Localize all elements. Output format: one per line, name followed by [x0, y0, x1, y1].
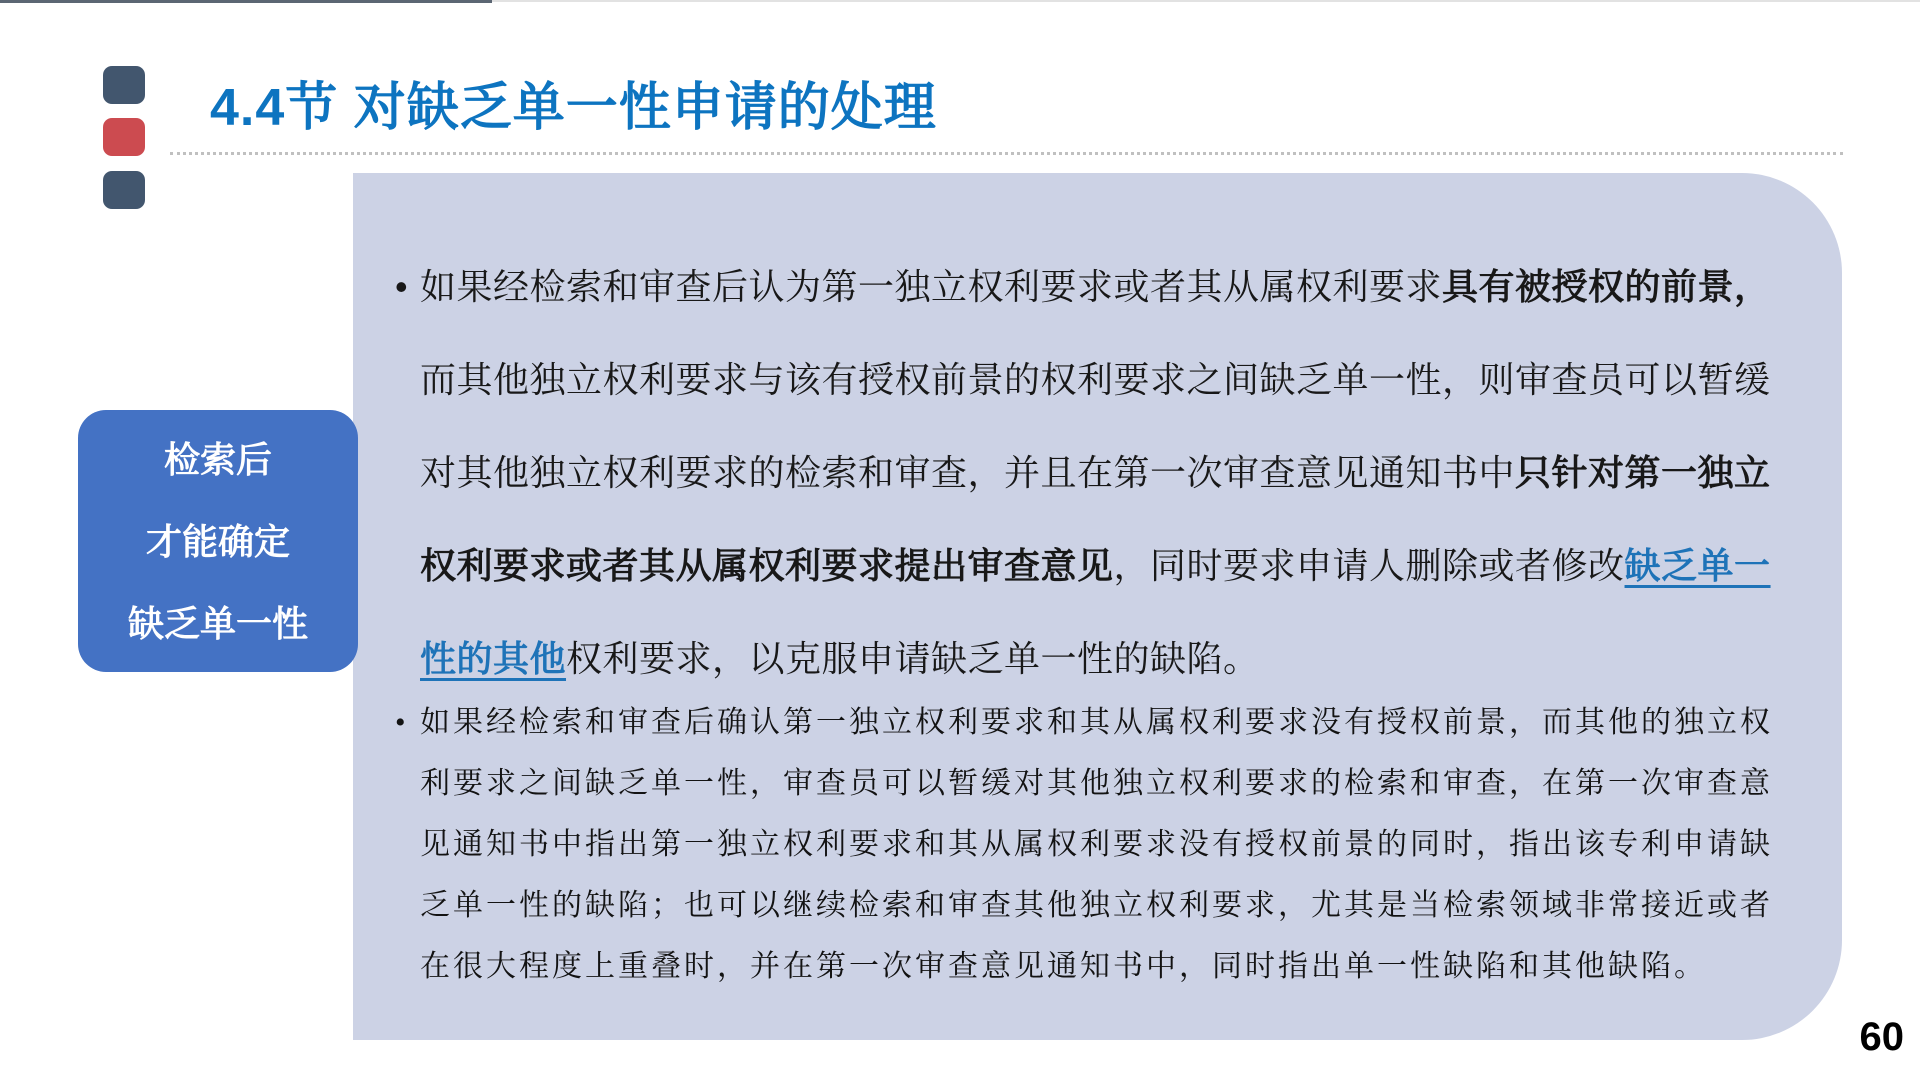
text-line — [395, 519, 1815, 612]
text-line — [395, 333, 1815, 426]
bullet-paragraph-2 — [395, 692, 1815, 997]
text-line — [395, 936, 1815, 997]
body-text: 权利要求，以克服申请缺乏单一性的缺陷。 — [566, 638, 1260, 679]
top-hairline-light — [492, 0, 1920, 2]
highlighted-blue-text: 缺乏单一 — [1624, 545, 1771, 586]
accent-square-bottom — [103, 171, 145, 209]
bullet-glyph: • — [395, 266, 409, 307]
body-text: 而其他独立权利要求与该有授权前景的权利要求之间缺乏单一性，则审查员可以暂缓 — [420, 359, 1771, 400]
page-number: 60 — [1859, 1015, 1904, 1059]
body-text: 利要求之间缺乏单一性，审查员可以暂缓对其他独立权利要求的检索和审查，在第一次审查意 — [420, 767, 1773, 800]
bullet-paragraph-1 — [395, 240, 1815, 705]
side-label-box — [78, 410, 358, 672]
accent-square-top — [103, 66, 145, 104]
text-line — [395, 240, 1815, 333]
bullet-glyph: • — [395, 706, 409, 739]
text-line — [395, 426, 1815, 519]
body-text: 乏单一性的缺陷；也可以继续检索和审查其他独立权利要求，尤其是当检索领域非常接近或者 — [420, 889, 1773, 922]
body-text: 见通知书中指出第一独立权利要求和其从属权利要求没有授权前景的同时，指出该专利申请缺 — [420, 828, 1773, 861]
top-hairline-dark — [0, 0, 492, 3]
side-label-line-1: 检索后 — [163, 439, 272, 480]
text-line — [395, 814, 1815, 875]
page-title: 4.4节 对缺乏单一性申请的处理 — [210, 79, 937, 137]
text-line — [395, 692, 1815, 753]
body-text: 如果经检索和审查后确认第一独立权利要求和其从属权利要求没有授权前景，而其他的独立权 — [420, 706, 1773, 739]
side-label-line-3: 缺乏单一性 — [127, 603, 308, 644]
accent-square-middle — [103, 118, 145, 156]
text-line — [395, 875, 1815, 936]
text-line — [395, 753, 1815, 814]
side-label-line-2: 才能确定 — [145, 521, 290, 562]
body-text: ，同时要求申请人删除或者修改 — [1113, 545, 1625, 586]
dotted-divider — [170, 152, 1843, 155]
highlighted-blue-text: 性的其他 — [420, 638, 567, 679]
body-text: 在很大程度上重叠时，并在第一次审查意见通知书中，同时指出单一性缺陷和其他缺陷。 — [420, 950, 1707, 983]
body-text: 对其他独立权利要求的检索和审查，并且在第一次审查意见通知书中 — [420, 452, 1516, 493]
bold-text: 权利要求或者其从属权利要求提出审查意见 — [420, 545, 1114, 586]
body-text: 如果经检索和审查后认为第一独立权利要求或者其从属权利要求 — [420, 266, 1443, 307]
bold-text: 只针对第一独立 — [1515, 452, 1771, 493]
bold-text: 具有被授权的前景， — [1442, 266, 1771, 307]
